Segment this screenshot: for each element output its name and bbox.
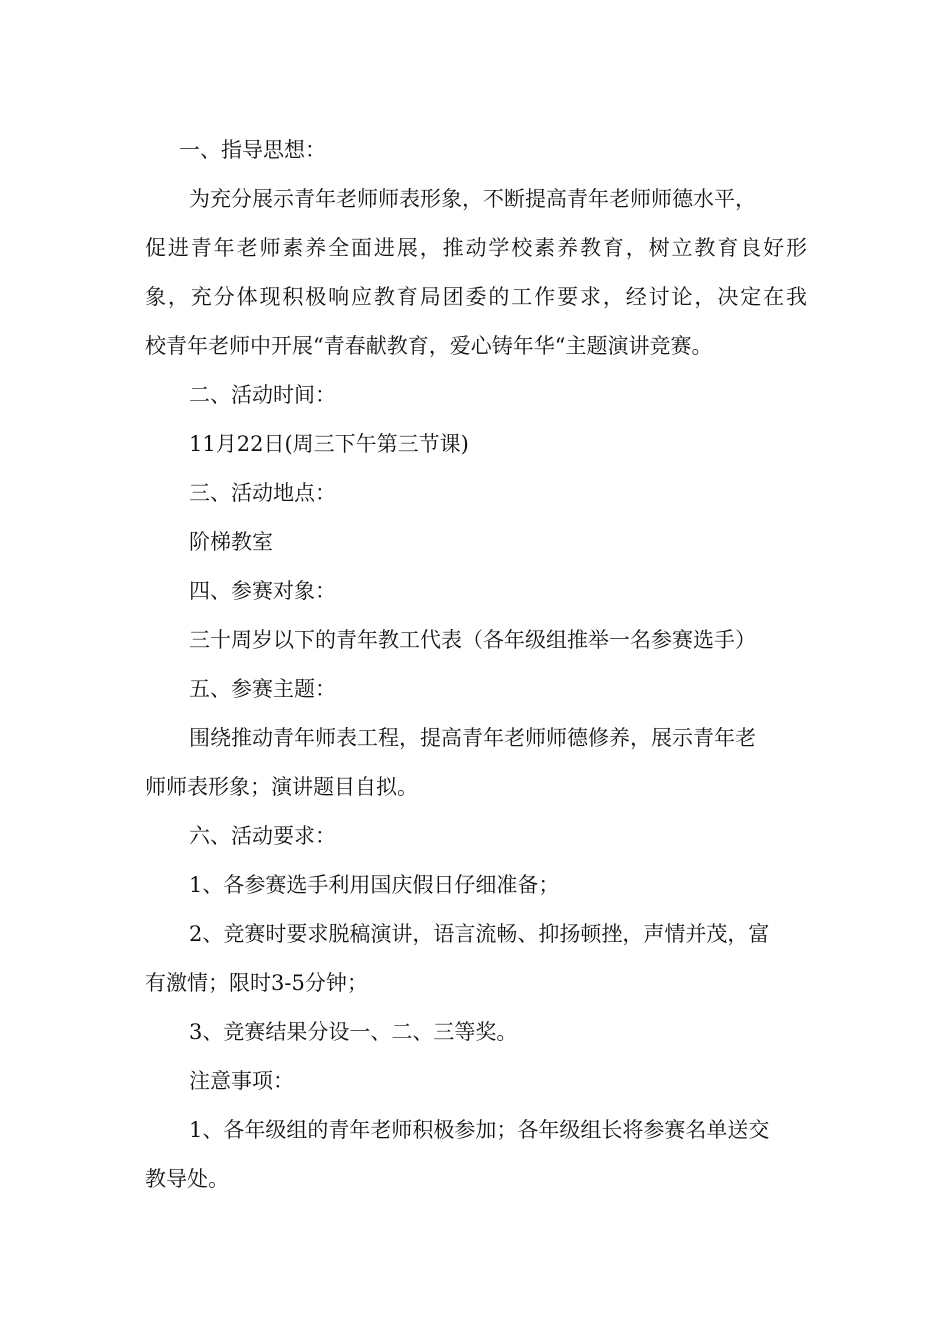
paragraph-line: 促进青年老师素养全面进展，推动学校素养教育，树立教育良好形: [145, 236, 807, 260]
requirement-item-continued: 有激情；限时3-5分钟；: [145, 971, 368, 995]
requirement-item: 3、竞赛结果分设一、二、三等奖。: [189, 1020, 518, 1044]
section-heading-activity-location: 三、活动地点：: [189, 481, 336, 505]
section-heading-requirements: 六、活动要求：: [189, 824, 336, 848]
requirement-item: 2、竞赛时要求脱稿演讲，语言流畅、抑扬顿挫，声情并茂，富: [189, 922, 770, 946]
section-heading-participants: 四、参赛对象：: [189, 579, 336, 603]
document-body: [145, 126, 807, 1204]
section-heading-guiding-ideology: 一、指导思想：: [179, 138, 326, 162]
activity-time-text: 11月22日(周三下午第三节课): [189, 432, 469, 456]
paragraph-line: 师师表形象；演讲题目自拟。: [145, 775, 418, 799]
section-heading-activity-time: 二、活动时间：: [189, 383, 336, 407]
paragraph-line: 围绕推动青年师表工程，提高青年老师师德修养，展示青年老: [189, 726, 756, 750]
section-heading-notes: 注意事项：: [189, 1069, 294, 1093]
requirement-item: 1、各参赛选手利用国庆假日仔细准备；: [189, 873, 560, 897]
section-heading-theme: 五、参赛主题：: [189, 677, 336, 701]
paragraph-line: 为充分展示青年老师师表形象，不断提高青年老师师德水平，: [189, 187, 756, 211]
participants-text: 三十周岁以下的青年教工代表（各年级组推举一名参赛选手）: [189, 628, 756, 652]
paragraph-line: 校青年老师中开展“青春献教育，爱心铸年华“主题演讲竞赛。: [145, 334, 713, 358]
activity-location-text: 阶梯教室: [189, 530, 273, 554]
note-item-continued: 教导处。: [145, 1167, 229, 1191]
note-item: 1、各年级组的青年老师积极参加；各年级组长将参赛名单送交: [189, 1118, 770, 1142]
paragraph-line: 象，充分体现积极响应教育局团委的工作要求，经讨论，决定在我: [145, 285, 807, 309]
